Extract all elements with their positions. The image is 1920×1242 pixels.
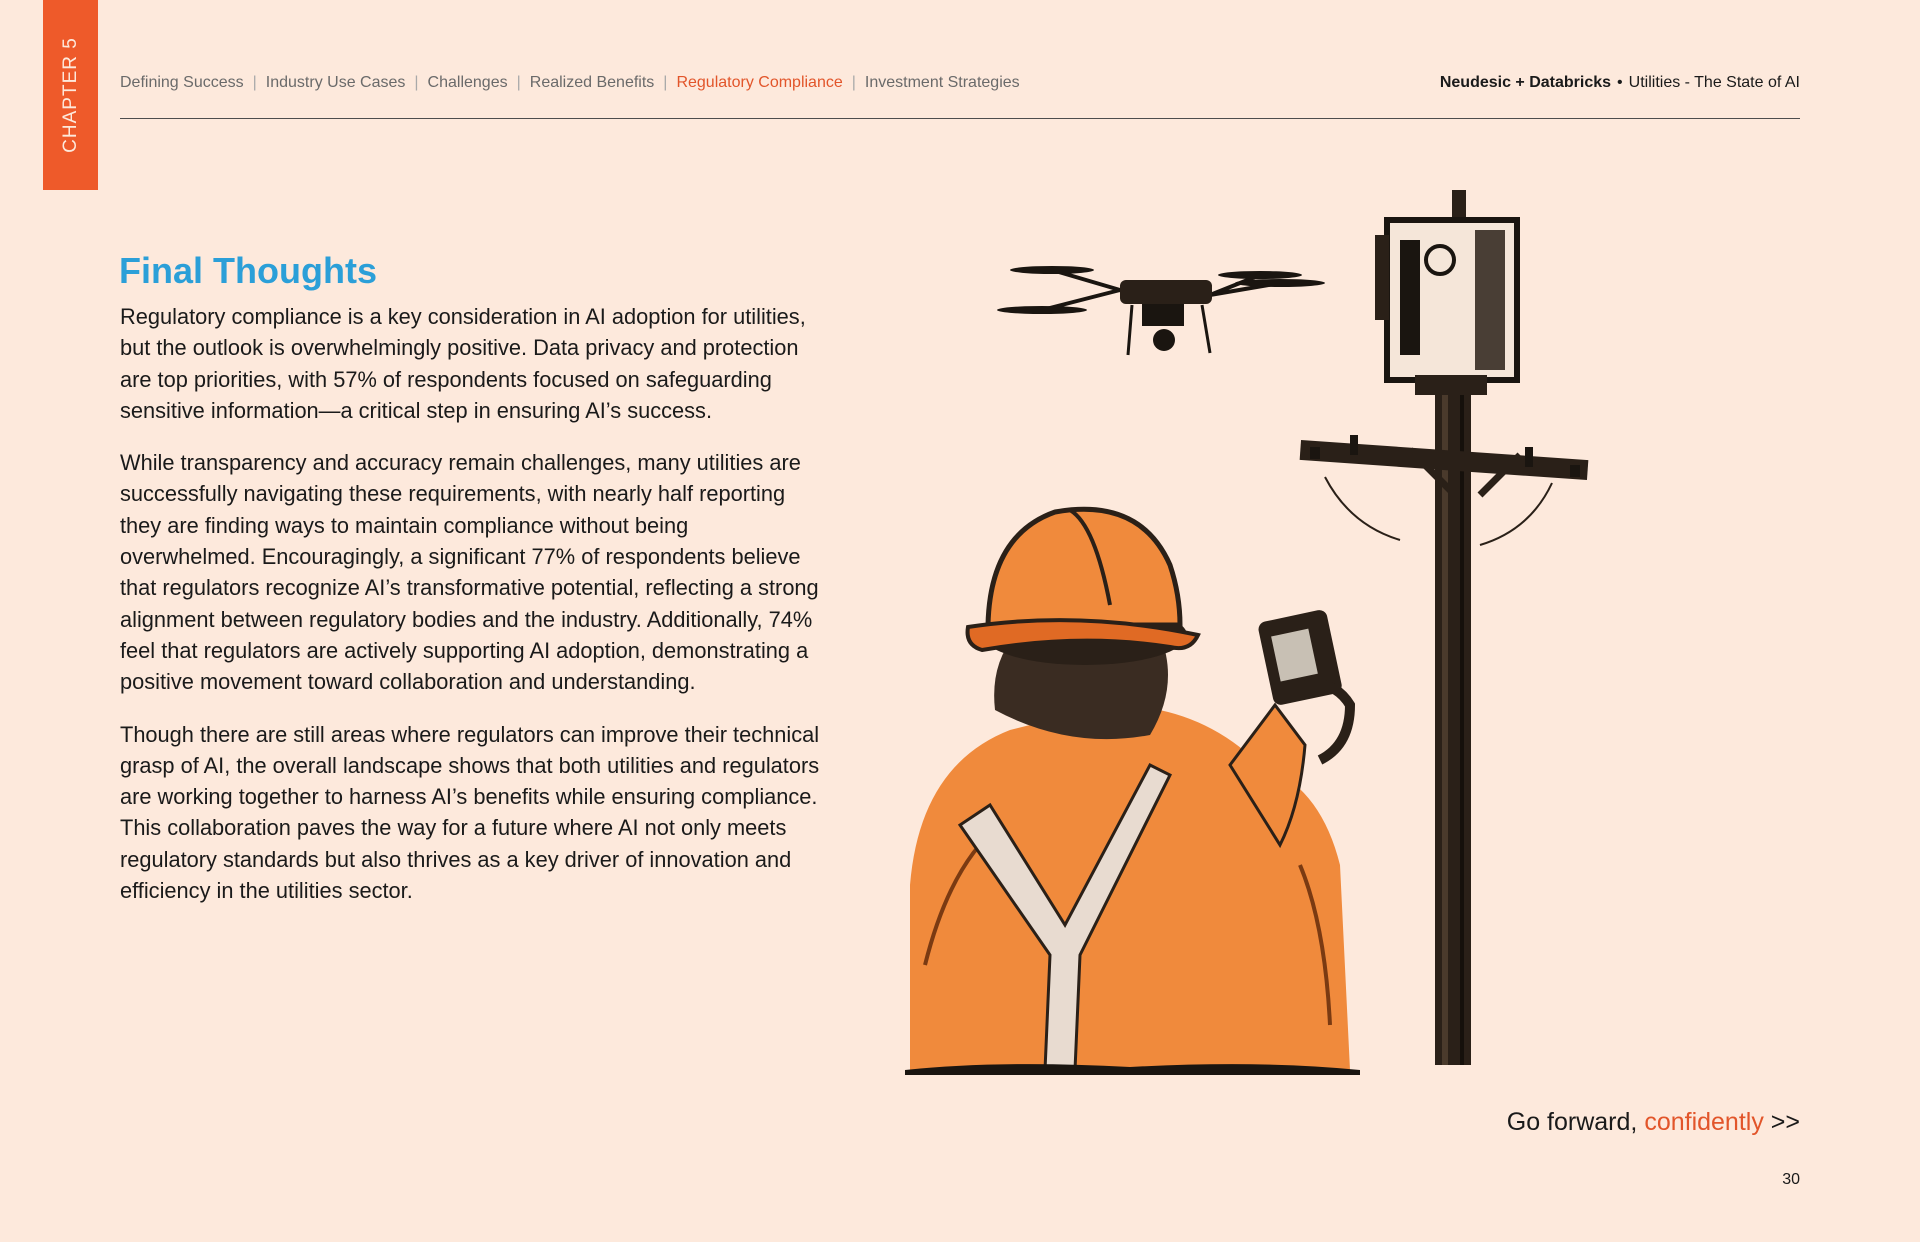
- section-title: Final Thoughts: [119, 250, 377, 291]
- brand-name: Neudesic + Databricks: [1439, 74, 1612, 91]
- nav-item-industry-use-cases[interactable]: Industry Use Cases: [265, 74, 406, 91]
- header-divider: [120, 118, 1800, 119]
- worker-drone-utility-pole-illustration: [880, 165, 1760, 1090]
- nav-item-challenges[interactable]: Challenges: [427, 74, 508, 91]
- report-title: Utilities - The State of AI: [1628, 74, 1800, 91]
- go-forward-link[interactable]: [1507, 1108, 1800, 1137]
- nav-item-regulatory-compliance[interactable]: Regulatory Compliance: [676, 74, 843, 91]
- paragraph: Regulatory compliance is a key consideration in AI adoption for utilities, but the outlook is overwhelmingly positive. Data privacy and protection are top priorities, with 57% of respondents focused on safeguarding sensitive information—a critical step in ensuring AI’s success.: [120, 304, 806, 423]
- nav-separator: |: [252, 74, 257, 91]
- nav-item-defining-success[interactable]: Defining Success: [120, 74, 244, 91]
- chapter-label: CHAPTER 5: [59, 37, 81, 153]
- report-branding: [1440, 71, 1800, 95]
- cta-arrow: >>: [1770, 1108, 1800, 1136]
- nav-item-realized-benefits[interactable]: Realized Benefits: [529, 74, 655, 91]
- drone: [997, 266, 1325, 355]
- cta-prefix: Go forward,: [1506, 1108, 1638, 1136]
- nav-separator: |: [516, 74, 521, 91]
- nav-separator: |: [663, 74, 668, 91]
- nav-separator: |: [851, 74, 856, 91]
- chapter-tab: [43, 0, 98, 190]
- worker: [905, 509, 1360, 1075]
- transformer-box: [1375, 220, 1517, 395]
- nav-item-investment-strategies[interactable]: Investment Strategies: [864, 74, 1020, 91]
- chapter-nav: [120, 71, 1020, 95]
- paragraph: While transparency and accuracy remain challenges, many utilities are successfully navigating these requirements, with nearly half reporting they are finding ways to maintain compliance without being overwhelmed. Encouragingly, a significant 77% of respondents believe that regulators recognize AI’s transformative potential, reflecting a strong alignment between regulatory bodies and the industry. Additionally, 74% feel that regulators are actively supporting AI adoption, demonstrating a positive movement toward collaboration and understanding.: [120, 450, 819, 695]
- cta-accent: confidently: [1644, 1108, 1764, 1136]
- page-number: 30: [1782, 1171, 1800, 1188]
- paragraph: Though there are still areas where regulators can improve their technical grasp of AI, the overall landscape shows that both utilities and regulators are working together to harness AI’s benefits while ensuring compliance. This collaboration paves the way for a future where AI not only meets regulatory standards but also thrives as a key driver of innovation and efficiency in the utilities sector.: [120, 721, 820, 904]
- body-text: [120, 301, 825, 927]
- brand-bullet: •: [1617, 74, 1623, 91]
- nav-separator: |: [414, 74, 419, 91]
